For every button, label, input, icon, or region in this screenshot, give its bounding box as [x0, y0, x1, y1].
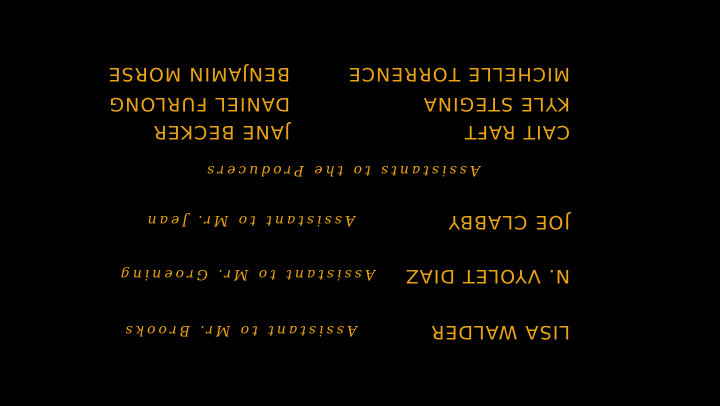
- credit-role: Assistant to Mr. Groening: [117, 266, 375, 282]
- credit-name: KYLE STEGINA: [422, 93, 570, 115]
- credit-name: DANIEL FURLONG: [108, 93, 290, 115]
- credit-name: N. VYOLET DIAZ: [404, 265, 570, 287]
- credit-name: BENJAMIN MORSE: [107, 63, 290, 85]
- credit-name: LISA WALDER: [430, 321, 570, 343]
- credit-heading: Assistants to the Producers: [204, 162, 480, 178]
- credit-role: Assistant to Mr. Jean: [144, 212, 355, 228]
- credit-name: MICHELLE TORRENCE: [347, 63, 570, 85]
- credit-name: JOE CLABBY: [447, 211, 570, 233]
- credit-role: Assistant to Mr. Brooks: [122, 322, 357, 338]
- credit-name: CAIT RAFT: [463, 121, 570, 143]
- credit-name: JANE BECKER: [152, 121, 290, 143]
